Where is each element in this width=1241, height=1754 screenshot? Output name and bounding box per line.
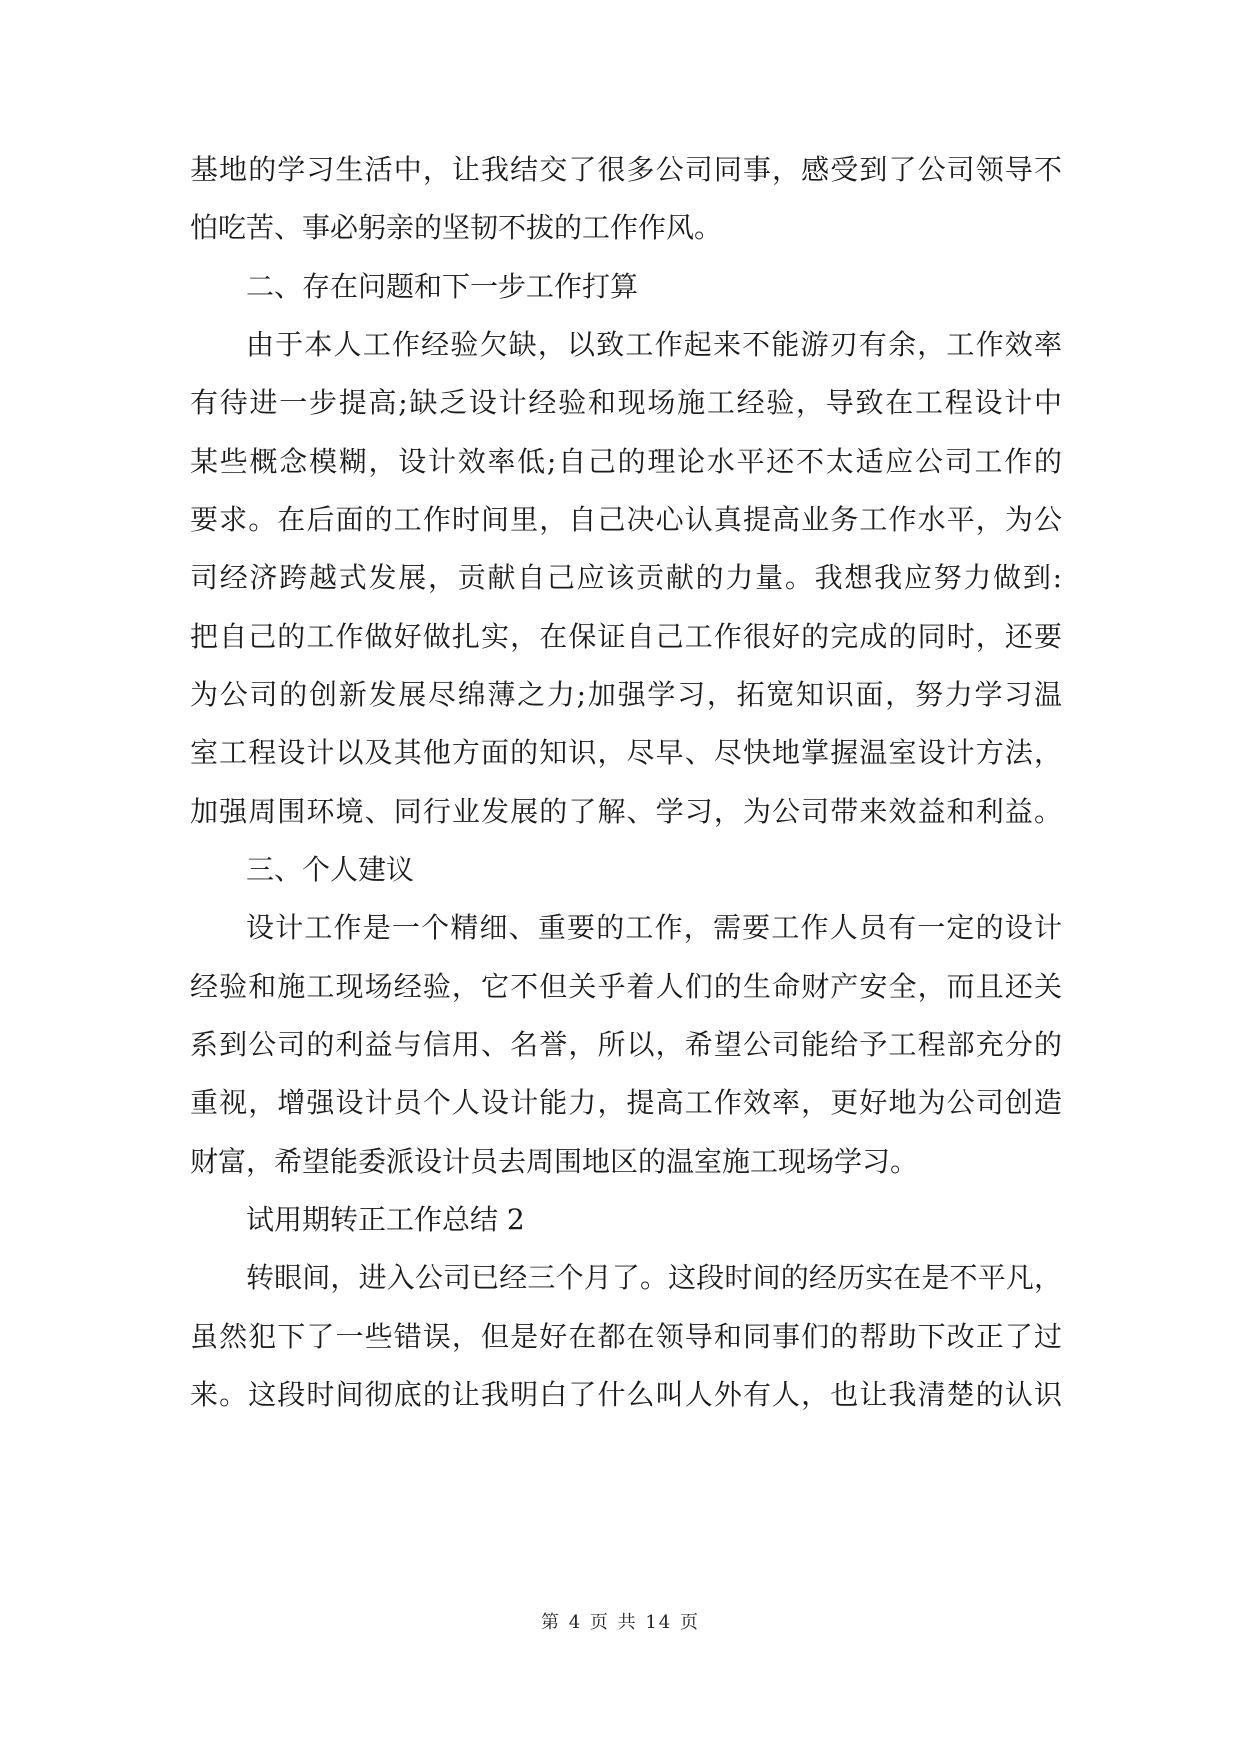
paragraph-first-line: 转眼间，进入公司已经三个月了。这段时间的经历实在是不平凡， xyxy=(246,1261,1062,1294)
text-line: 有待进一步提高;缺乏设计经验和现场施工经验，导致在工程设计中 xyxy=(190,386,1062,419)
section-heading: 试用期转正工作总结 2 xyxy=(246,1203,525,1236)
text-line: 加强周围环境、同行业发展的了解、学习，为公司带来效益和利益。 xyxy=(190,795,1062,828)
text-line: 怕吃苦、事必躬亲的坚韧不拔的工作作风。 xyxy=(190,211,723,244)
section-heading: 二、存在问题和下一步工作打算 xyxy=(246,270,639,303)
text-line: 为公司的创新发展尽绵薄之力;加强学习，拓宽知识面，努力学习温 xyxy=(190,678,1062,711)
text-line: 某些概念模糊，设计效率低;自己的理论水平还不太适应公司工作的 xyxy=(190,445,1062,478)
section-heading: 三、个人建议 xyxy=(246,853,415,886)
text-line: 司经济跨越式发展，贡献自己应该贡献的力量。我想我应努力做到: xyxy=(190,561,1062,594)
page-number-label: 第 4 页 共 14 页 xyxy=(541,1612,700,1633)
text-line: 经验和施工现场经验，它不但关乎着人们的生命财产安全，而且还关 xyxy=(190,970,1062,1003)
text-line: 财富，希望能委派设计员去周围地区的温室施工现场学习。 xyxy=(190,1145,919,1178)
page-footer xyxy=(0,1611,1241,1635)
text-line: 基地的学习生活中，让我结交了很多公司同事，感受到了公司领导不 xyxy=(190,153,1062,186)
text-line: 虽然犯下了一些错误，但是好在都在领导和同事们的帮助下改正了过 xyxy=(190,1320,1062,1353)
text-line: 把自己的工作做好做扎实，在保证自己工作很好的完成的同时，还要 xyxy=(190,620,1062,653)
text-line: 重视，增强设计员个人设计能力，提高工作效率，更好地为公司创造 xyxy=(190,1086,1062,1119)
text-line: 室工程设计以及其他方面的知识，尽早、尽快地掌握温室设计方法， xyxy=(190,736,1062,769)
text-line: 要求。在后面的工作时间里，自己决心认真提高业务工作水平，为公 xyxy=(190,503,1062,536)
paragraph-first-line: 由于本人工作经验欠缺，以致工作起来不能游刃有余，工作效率 xyxy=(246,328,1062,361)
text-line: 来。这段时间彻底的让我明白了什么叫人外有人，也让我清楚的认识 xyxy=(190,1378,1062,1411)
paragraph-first-line: 设计工作是一个精细、重要的工作，需要工作人员有一定的设计 xyxy=(246,911,1062,944)
text-line: 系到公司的利益与信用、名誉，所以，希望公司能给予工程部充分的 xyxy=(190,1028,1062,1061)
